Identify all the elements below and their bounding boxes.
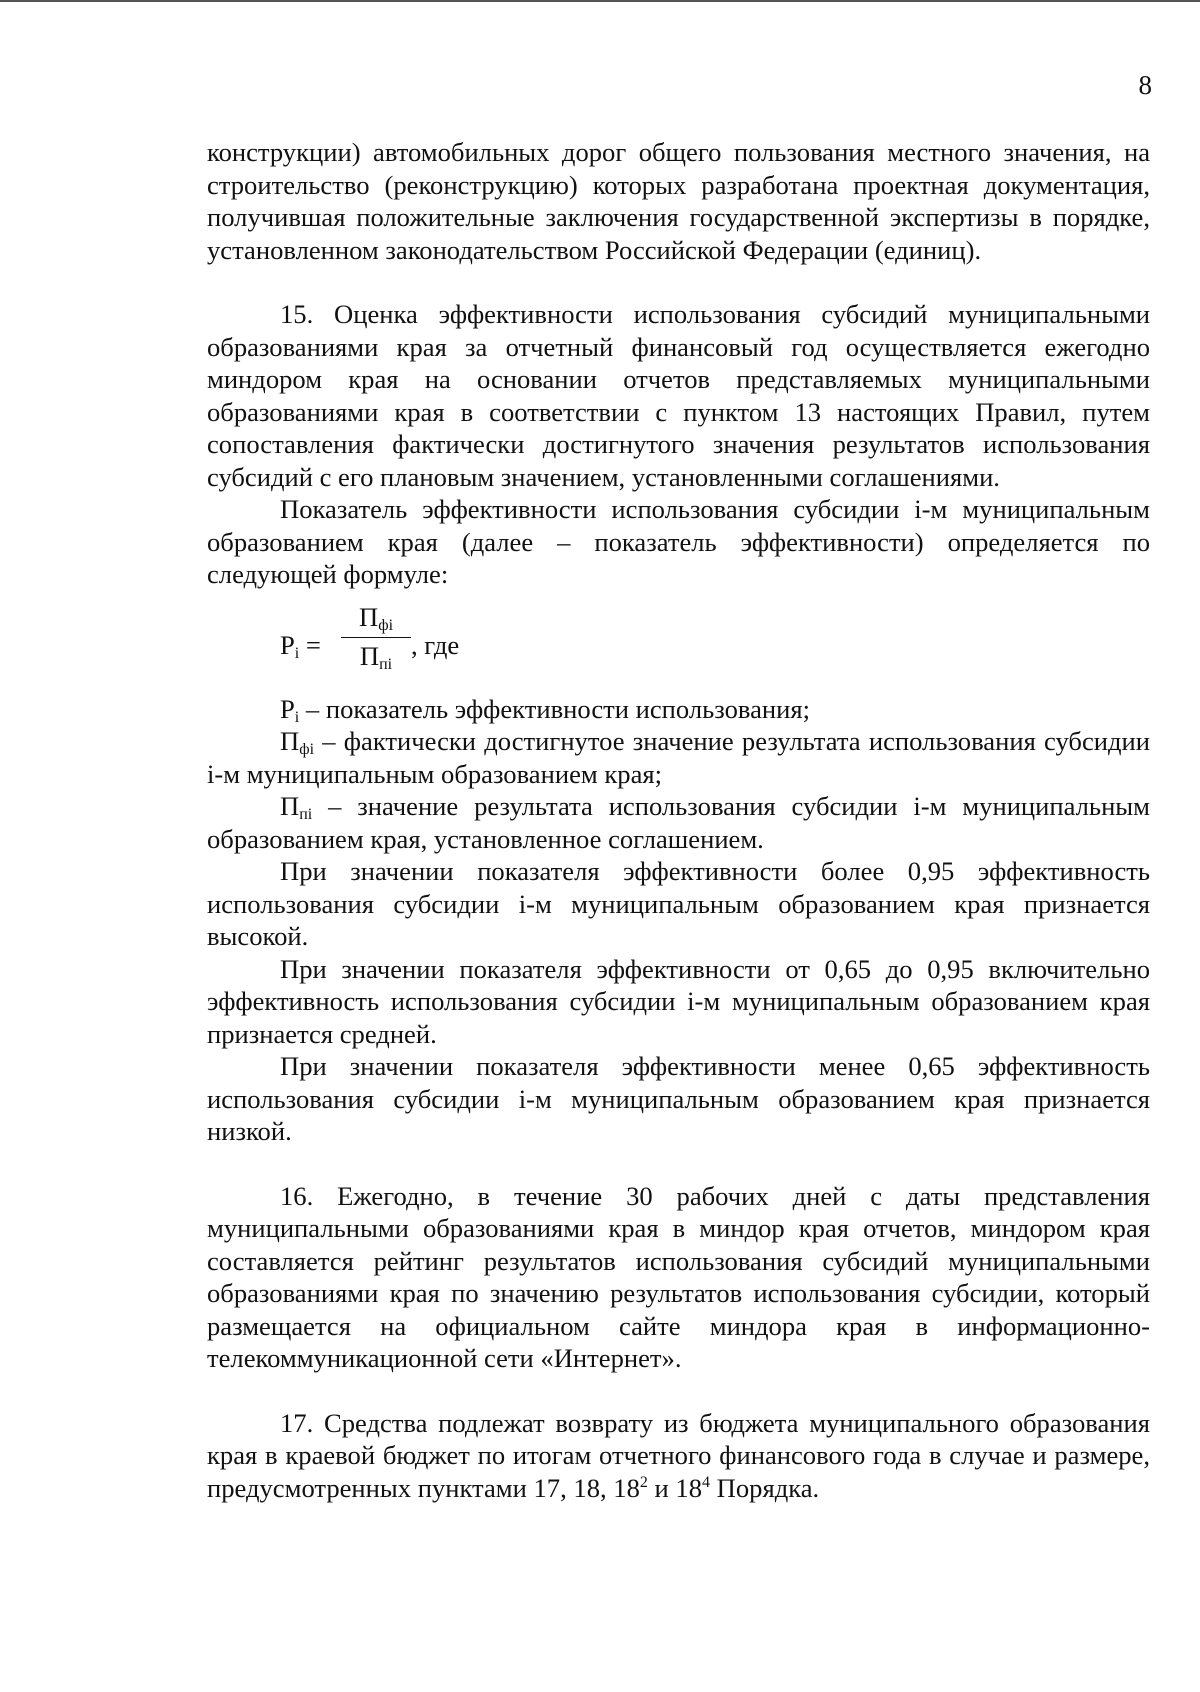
formula-numerator: $П_{фi}$	[358, 601, 394, 634]
paragraph-gap	[207, 1375, 1150, 1407]
formula-tail: , где	[411, 629, 460, 660]
formula-denominator: $П_{пi}$	[359, 640, 393, 673]
paragraph-15: 15. Оценка эффективности использования субсидий муниципальными образованиями края за отчетный финансовый год осуществляется ежегодно миндором края на основании отчетов представляемых муниципальными образованиями края в соответствии с пунктом 13 настоящих Правил, путем сопоставления фактически достигнутого значения результатов использования субсидий с его плановым значением, установленными соглашениями.	[207, 299, 1150, 492]
document-body	[207, 136, 1150, 1504]
definition-pp: $П_{пi}$ – значение результата использования субсидии i-м муниципальным образованием края, установленное соглашением.	[207, 791, 1150, 854]
fraction-bar	[341, 637, 411, 638]
definition-pf: $П_{фi}$ – фактически достигнутое значение результата использования субсидии i-м муниципальным образованием края;	[207, 726, 1150, 789]
page-top-rule	[0, 0, 1200, 2]
paragraph-gap	[207, 1148, 1150, 1180]
formula-fraction	[341, 601, 411, 673]
efficiency-formula	[207, 601, 1150, 685]
paragraph-mid: При значении показателя эффективности от 0,65 до 0,95 включительно эффективность использования субсидии i-м муниципальным образованием края признается средней.	[207, 953, 1150, 1049]
paragraph-gap	[207, 266, 1150, 298]
definition-p: $P_i$ – показатель эффективности использования;	[280, 693, 810, 726]
paragraph-16: 16. Ежегодно, в течение 30 рабочих дней с даты представления муниципальными образованиями края в миндор края отчетов, миндором края составляется рейтинг результатов использования субсидий муниципальными образованиями края по значению результатов использования субсидии, который размещается на официальном сайте миндора края в информационно-телекоммуникационной сети «Интернет».	[207, 1180, 1150, 1373]
page-number: 8	[1138, 70, 1152, 100]
formula-lhs: $P_i$ =	[280, 629, 321, 662]
paragraph-low: При значении показателя эффективности менее 0,65 эффективность использования субсидии i-м муниципальным образованием края признается низкой.	[207, 1051, 1150, 1146]
paragraph-high: При значении показателя эффективности более 0,95 эффективность использования субсидии i-м муниципальным образованием края признается высокой.	[207, 856, 1150, 951]
paragraph-intro: конструкции) автомобильных дорог общего пользования местного значения, на строительство (реконструкцию) которых разработана проектная документация, получившая положительные заключения государственной экспертизы в порядке, установленном законодательством Российской Федерации (единиц).	[207, 137, 1150, 265]
paragraph-17: 17. Средства подлежат возврату из бюджета муниципального образования края в краевой бюджет по итогам отчетного финансового года в случае и размере, предусмотренных пунктами 17, 18, $18^2$ и $18^4$ Порядка.	[207, 1407, 1150, 1503]
paragraph-indicator: Показатель эффективности использования субсидии i-м муниципальным образованием края (далее – показатель эффективности) определяется по следующей формуле:	[207, 494, 1150, 589]
